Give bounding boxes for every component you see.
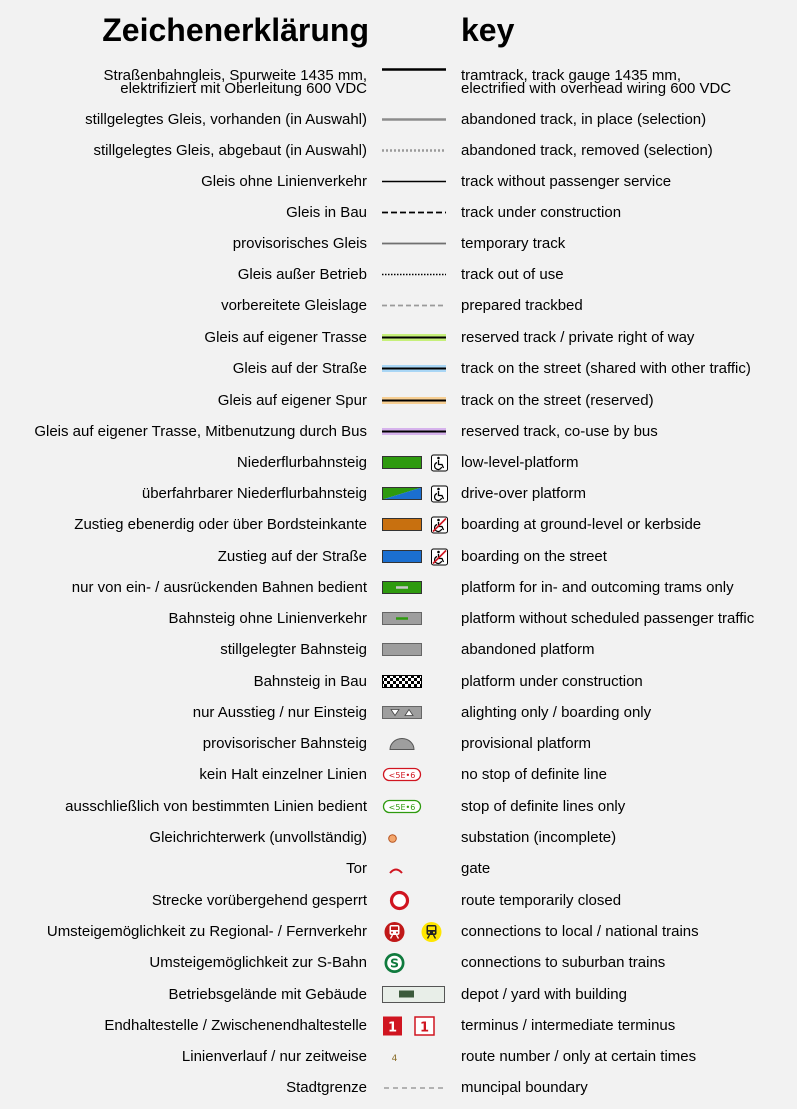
legend-row [0,54,797,110]
german-label: stillgelegtes Gleis, abgebaut (in Auswahl) [93,142,367,159]
wheelchair-icon [432,455,448,471]
english-label: abandoned track, in place (selection) [461,111,707,128]
tram-track-line-icon [378,54,450,110]
legend-row [0,509,797,540]
english-label: stop of definite lines only [461,798,626,815]
prepared-trackbed-line-icon [378,290,450,321]
street-track-line-icon [378,353,450,384]
legend-row [0,634,797,665]
german-label: Bahnsteig in Bau [253,673,367,690]
legend-row [0,353,797,384]
english-label: platform without scheduled passenger traffic [461,610,755,627]
german-label: nur Ausstieg / nur Einsteig [192,704,367,721]
english-label: terminus / intermediate terminus [461,1017,676,1034]
english-label: track on the street (reserved) [461,392,654,409]
german-label: Gleichrichterwerk (unvollständig) [149,829,367,846]
substation-icon [378,822,450,853]
german-label: Umsteigemöglichkeit zu Regional- / Fernverkehr [46,923,367,940]
municipal-boundary-icon [378,1072,450,1103]
train-connection-icon [378,916,450,947]
english-label: boarding on the street [461,548,607,565]
english-label: route number / only at certain times [461,1048,697,1065]
legend-row [0,322,797,353]
out-of-use-track-line-icon [378,259,450,290]
english-label: gate [461,860,491,877]
english-label: abandoned platform [461,641,595,658]
english-label: provisional platform [461,735,592,752]
abandoned-track-line-icon [378,104,450,135]
legend-row [0,228,797,259]
english-label: tramtrack, track gauge 1435 mm, electrified with overhead wiring 600 VDC [461,67,732,97]
german-label: Straßenbahngleis, Spurweite 1435 mm, elektrifiziert mit Oberleitung 600 VDC [103,67,367,97]
legend-row [0,135,797,166]
legend-row [0,822,797,853]
bus-shared-track-line-icon [378,416,450,447]
s-bahn-letter: S [389,955,400,971]
terminus-number: 1 [387,1020,398,1036]
english-label: platform under construction [461,673,643,690]
german-label: Umsteigemöglichkeit zur S-Bahn [149,954,367,971]
english-label: track without passenger service [461,173,672,190]
english-label: reserved track / private right of way [461,329,695,346]
legend-row [0,666,797,697]
english-label: abandoned track, removed (selection) [461,142,713,159]
legend-row [0,759,797,790]
english-label: track under construction [461,204,622,221]
legend-row [0,104,797,135]
english-label: prepared trackbed [461,297,583,314]
legend-row [0,603,797,634]
german-label: Zustieg ebenerdig oder über Bordsteinkante [74,516,367,533]
english-label: substation (incomplete) [461,829,617,846]
header-german: Zeichenerklärung [102,12,369,48]
unscheduled-platform-icon [378,603,450,634]
english-label: reserved track, co-use by bus [461,423,658,440]
english-label: boarding at ground-level or kerbside [461,516,702,533]
german-label: Linienverlauf / nur zeitweise [181,1048,367,1065]
english-label: low-level-platform [461,454,579,471]
s-bahn-icon [378,947,450,978]
legend-row [0,979,797,1010]
german-label: Tor [346,860,367,877]
german-label: Betriebsgelände mit Gebäude [168,986,367,1003]
english-label: connections to local / national trains [461,923,699,940]
legend-row [0,259,797,290]
depot-yard-icon [378,979,450,1010]
english-label: track on the street (shared with other traffic) [461,360,751,377]
english-label: alighting only / boarding only [461,704,652,721]
specific-lines-stop-icon [378,791,450,822]
german-label: provisorischer Bahnsteig [202,735,367,752]
german-label: Gleis auf eigener Trasse, Mitbenutzung durch Bus [34,423,367,440]
kerbside-boarding-icon [378,509,450,540]
provisional-platform-icon [378,728,450,759]
wheelchair-icon [432,486,448,502]
english-label: track out of use [461,266,564,283]
german-label: kein Halt einzelner Linien [199,766,367,783]
german-label: Gleis auf eigener Trasse [204,329,367,346]
reserved-lane-track-line-icon [378,385,450,416]
legend-row [0,947,797,978]
german-label: Stadtgrenze [286,1079,367,1096]
construction-track-line-icon [378,197,450,228]
german-label: vorbereitete Gleislage [221,297,367,314]
legend-row [0,885,797,916]
no-stop-line-icon [378,759,450,790]
legend-row [0,697,797,728]
low-level-platform-icon [378,447,450,478]
gate-icon [378,853,450,884]
german-label: Gleis in Bau [286,204,367,221]
legend-row [0,1041,797,1072]
german-label: Gleis ohne Linienverkehr [201,173,367,190]
national-train-icon [422,922,442,942]
english-label: no stop of definite line [461,766,607,783]
legend-row [0,1010,797,1041]
german-label: Endhaltestelle / Zwischenendhaltestelle [104,1017,367,1034]
legend-row [0,290,797,321]
english-label: platform for in- and outcoming trams only [461,579,734,596]
german-label: nur von ein- / ausrückenden Bahnen bedient [71,579,367,596]
header-english: key [461,12,515,48]
route-closed-icon [378,885,450,916]
legend-row [0,572,797,603]
legend-row [0,197,797,228]
legend-row [0,728,797,759]
german-label: Bahnsteig ohne Linienverkehr [168,610,367,627]
regional-train-icon [385,922,405,942]
german-label: stillgelegter Bahnsteig [220,641,367,658]
legend-row [0,385,797,416]
english-label: muncipal boundary [461,1079,588,1096]
no-wheelchair-icon [432,517,448,533]
non-service-track-line-icon [378,166,450,197]
legend-row [0,1072,797,1103]
terminus-icon [378,1010,450,1041]
legend-row [0,416,797,447]
german-label: provisorisches Gleis [232,235,367,252]
legend-row [0,853,797,884]
abandoned-platform-icon [378,634,450,665]
legend-row [0,541,797,572]
legend-row [0,916,797,947]
route-number-icon [378,1041,450,1072]
no-wheelchair-icon [432,549,448,565]
legend-row [0,447,797,478]
legend-row [0,791,797,822]
specific-lines-badge: <5E•6 [388,803,416,812]
english-label: connections to suburban trains [461,954,666,971]
english-label: route temporarily closed [461,892,622,909]
drive-over-platform-icon [378,478,450,509]
german-label: Niederflurbahnsteig [236,454,367,471]
alighting-boarding-only-icon [378,697,450,728]
english-label: depot / yard with building [461,986,627,1003]
temporary-track-line-icon [378,228,450,259]
reserved-track-line-icon [378,322,450,353]
english-label: drive-over platform [461,485,587,502]
street-boarding-icon [378,541,450,572]
intermediate-terminus-number: 1 [419,1020,430,1036]
removed-track-line-icon [378,135,450,166]
english-label: temporary track [461,235,566,252]
legend-row [0,166,797,197]
german-label: ausschließlich von bestimmten Linien bedient [65,798,367,815]
route-number: 4 [391,1054,398,1064]
no-stop-line-badge: <5E•6 [388,771,416,780]
construction-platform-icon [378,666,450,697]
german-label: Zustieg auf der Straße [217,548,367,565]
german-label: Strecke vorübergehend gesperrt [151,892,367,909]
depot-service-platform-icon [378,572,450,603]
german-label: stillgelegtes Gleis, vorhanden (in Auswahl) [85,111,367,128]
german-label: überfahrbarer Niederflurbahnsteig [141,485,367,502]
german-label: Gleis außer Betrieb [237,266,367,283]
german-label: Gleis auf der Straße [232,360,367,377]
german-label: Gleis auf eigener Spur [217,392,367,409]
legend-row [0,478,797,509]
